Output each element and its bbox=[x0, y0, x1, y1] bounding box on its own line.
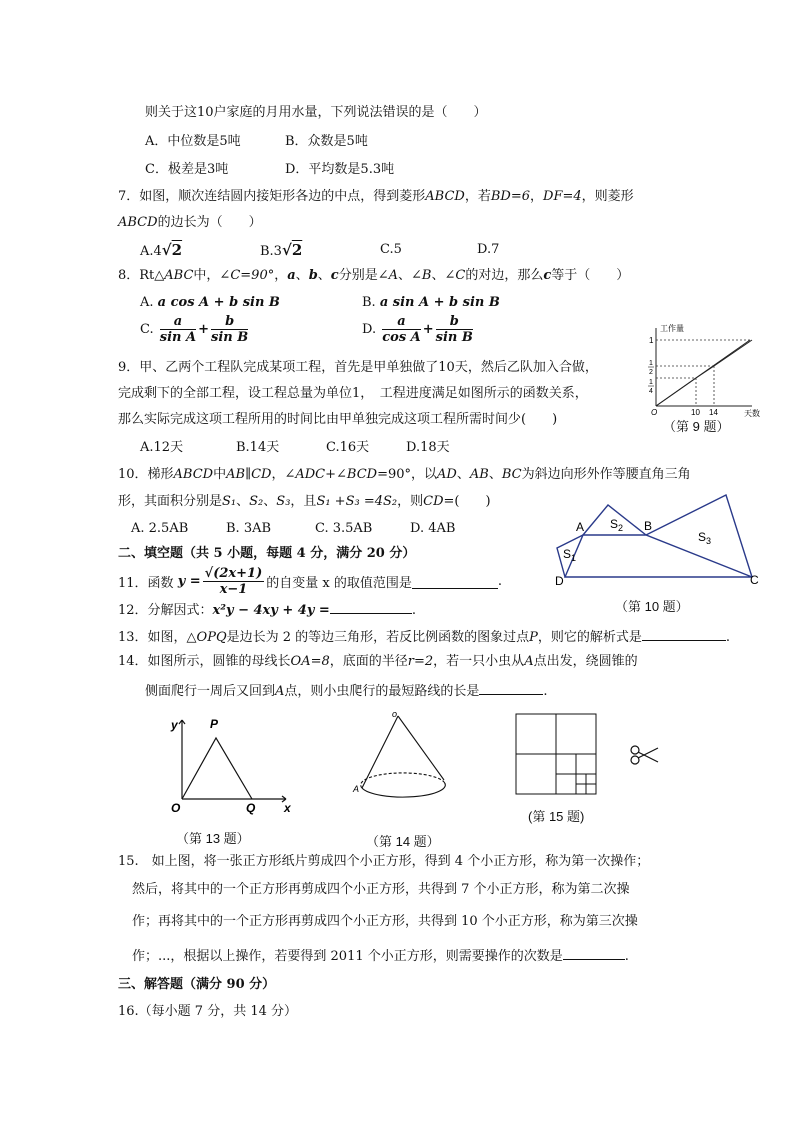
q7-option-c: C.5 bbox=[380, 242, 402, 257]
fig9-yhalf-d: 2 bbox=[649, 369, 653, 376]
fig10-s1-sub: 1 bbox=[571, 553, 577, 563]
q7-line2: ABCD的边长为（ ） bbox=[118, 215, 262, 230]
q10-option-b: B. 3AB bbox=[226, 521, 272, 536]
fig10-label-d: D bbox=[555, 574, 564, 588]
fig10-s3: S bbox=[698, 530, 707, 544]
fig9-ylabel: 工作量 bbox=[660, 324, 684, 333]
fig9-x10: 10 bbox=[691, 408, 700, 417]
q7-line1: 7．如图，顺次连结圆内接矩形各边的中点，得到菱形ABCD，若BD=6，DF=4，则菱形 bbox=[118, 189, 634, 204]
fig14-o: o bbox=[392, 709, 398, 719]
q14-line1: 14．如图所示，圆锥的母线长OA=8，底面的半径r=2，若一只小虫从A点出发，绕圆锥的 bbox=[118, 654, 638, 669]
fig13-caption: （第 13 题） bbox=[176, 831, 250, 846]
q15-line2: 然后，将其中的一个正方形再剪成四个小正方形，共得到 7 个小正方形，称为第二次操 bbox=[132, 882, 630, 897]
fig9-origin: O bbox=[651, 408, 658, 417]
section2-heading: 二、填空题（共 5 小题，每题 4 分，满分 20 分） bbox=[118, 546, 416, 561]
fig10-trapezoid bbox=[550, 492, 765, 597]
q7-option-a: A.4√2 bbox=[140, 241, 183, 259]
q6-option-b: B．众数是5吨 bbox=[285, 134, 368, 149]
q6-option-c: C．极差是3吨 bbox=[145, 162, 229, 177]
q14-line2: 侧面爬行一周后又回到A点，则小虫爬行的最短路线的长是 . bbox=[145, 680, 548, 701]
fig14-caption: （第 14 题） bbox=[366, 834, 440, 849]
fig13-triangle bbox=[168, 712, 298, 822]
q10-line1: 10．梯形ABCD中AB∥CD，∠ADC+∠BCD=90°，以AD、AB、BC为斜边向形外作等腰直角三角 bbox=[118, 467, 691, 482]
fig10-s2: S bbox=[610, 517, 619, 531]
fig9-caption: （第 9 题） bbox=[663, 419, 730, 434]
fig15-squares bbox=[510, 710, 665, 800]
fig9-graph bbox=[640, 320, 770, 420]
q9-line3: 那么实际完成这项工程所用的时间比由甲单独完成这项工程所需时间少( ) bbox=[118, 412, 558, 427]
fig10-s3-sub: 3 bbox=[706, 536, 712, 546]
fig9-yq-d: 4 bbox=[649, 388, 653, 395]
q9-option-c: C.16天 bbox=[326, 440, 370, 455]
fig10-s1: S bbox=[563, 547, 572, 561]
q13-line: 13．如图，△OPQ是边长为 2 的等边三角形，若反比例函数的图象过点P，则它的解析式是 . bbox=[118, 626, 730, 647]
fig13-o: O bbox=[171, 801, 181, 815]
fig13-q: Q bbox=[246, 801, 256, 815]
scissors-icon bbox=[631, 746, 658, 764]
fig13-p: P bbox=[210, 717, 219, 731]
fig10-s2-sub: 2 bbox=[618, 523, 624, 533]
q16-stem: 16.（每小题 7 分，共 14 分） bbox=[118, 1004, 298, 1019]
q10-option-d: D. 4AB bbox=[410, 521, 456, 536]
q8-option-a: A. a cos A + b sin B bbox=[140, 295, 280, 310]
fig13-x: x bbox=[284, 801, 291, 815]
q12-line: 12．分解因式：x²y − 4xy + 4y = . bbox=[118, 599, 416, 620]
fig9-xlabel: 天数 bbox=[744, 409, 760, 418]
q10-line2: 形，其面积分别是S₁、S₂、S₃，且S₁ +S₃ =4S₂，则CD=( ) bbox=[118, 494, 491, 509]
q8-stem: 8．Rt△ABC中，∠C=90°，a、b、c分别是∠A、∠B、∠C的对边，那么c等于（ ） bbox=[118, 268, 630, 283]
section3-heading: 三、解答题（满分 90 分） bbox=[118, 977, 276, 992]
fig10-caption: （第 10 题） bbox=[615, 599, 689, 614]
q10-option-a: A. 2.5AB bbox=[131, 521, 189, 536]
q8-option-b: B. a sin A + b sin B bbox=[362, 295, 500, 310]
q9-line2: 完成剩下的全部工程，设工程总量为单位1， 工程进度满足如图所示的函数关系， bbox=[118, 386, 588, 401]
q15-line1: 15. 如上图，将一张正方形纸片剪成四个小正方形，得到 4 个小正方形，称为第一次操作； bbox=[118, 854, 650, 869]
fig10-label-b: B bbox=[644, 519, 653, 533]
q15-line3: 作；再将其中的一个正方形再剪成四个小正方形，共得到 10 个小正方形，称为第三次操 bbox=[132, 914, 638, 929]
q15-line4: 作；...，根据以上操作，若要得到 2011 个小正方形，则需要操作的次数是 . bbox=[132, 945, 629, 966]
fig9-yq-n: 1 bbox=[649, 379, 653, 386]
q7-option-d: D.7 bbox=[477, 242, 500, 257]
fig10-label-c: C bbox=[750, 573, 759, 587]
q9-option-d: D.18天 bbox=[406, 440, 450, 455]
q6-option-a: A．中位数是5吨 bbox=[145, 134, 241, 149]
fig13-y: y bbox=[171, 718, 178, 732]
fig9-yhalf-n: 1 bbox=[649, 360, 653, 367]
fig10-label-a: A bbox=[576, 520, 585, 534]
q11-line: 11．函数 y = $\frac{√(2x+1)}{x-1}$ 的自变量 x 的取值范围是 . bbox=[118, 566, 503, 597]
fig9-y1: 1 bbox=[649, 336, 654, 345]
fig9-x14: 14 bbox=[709, 408, 718, 417]
fig14-cone bbox=[350, 708, 450, 808]
q6-stem: 则关于这10户家庭的月用水量，下列说法错误的是（ ） bbox=[145, 105, 487, 120]
q8-option-d: D. $\frac{a}{\text{cos A}}$ + $\frac{b}{\text{sin B}}$ bbox=[362, 314, 473, 345]
fig14-a: A bbox=[353, 784, 360, 794]
q9-option-a: A.12天 bbox=[140, 440, 184, 455]
q7-option-b: B.3√2 bbox=[260, 241, 303, 259]
q10-option-c: C. 3.5AB bbox=[315, 521, 373, 536]
q9-line1: 9．甲、乙两个工程队完成某项工程，首先是甲单独做了10天，然后乙队加入合做， bbox=[118, 360, 598, 375]
fig15-caption: (第 15 题) bbox=[528, 809, 585, 824]
q9-option-b: B.14天 bbox=[236, 440, 280, 455]
q6-option-d: D．平均数是5.3吨 bbox=[285, 162, 395, 177]
q8-option-c: C. $\frac{a}{\text{sin A}}$ + $\frac{b}{\text{sin B}}$ bbox=[140, 314, 249, 345]
